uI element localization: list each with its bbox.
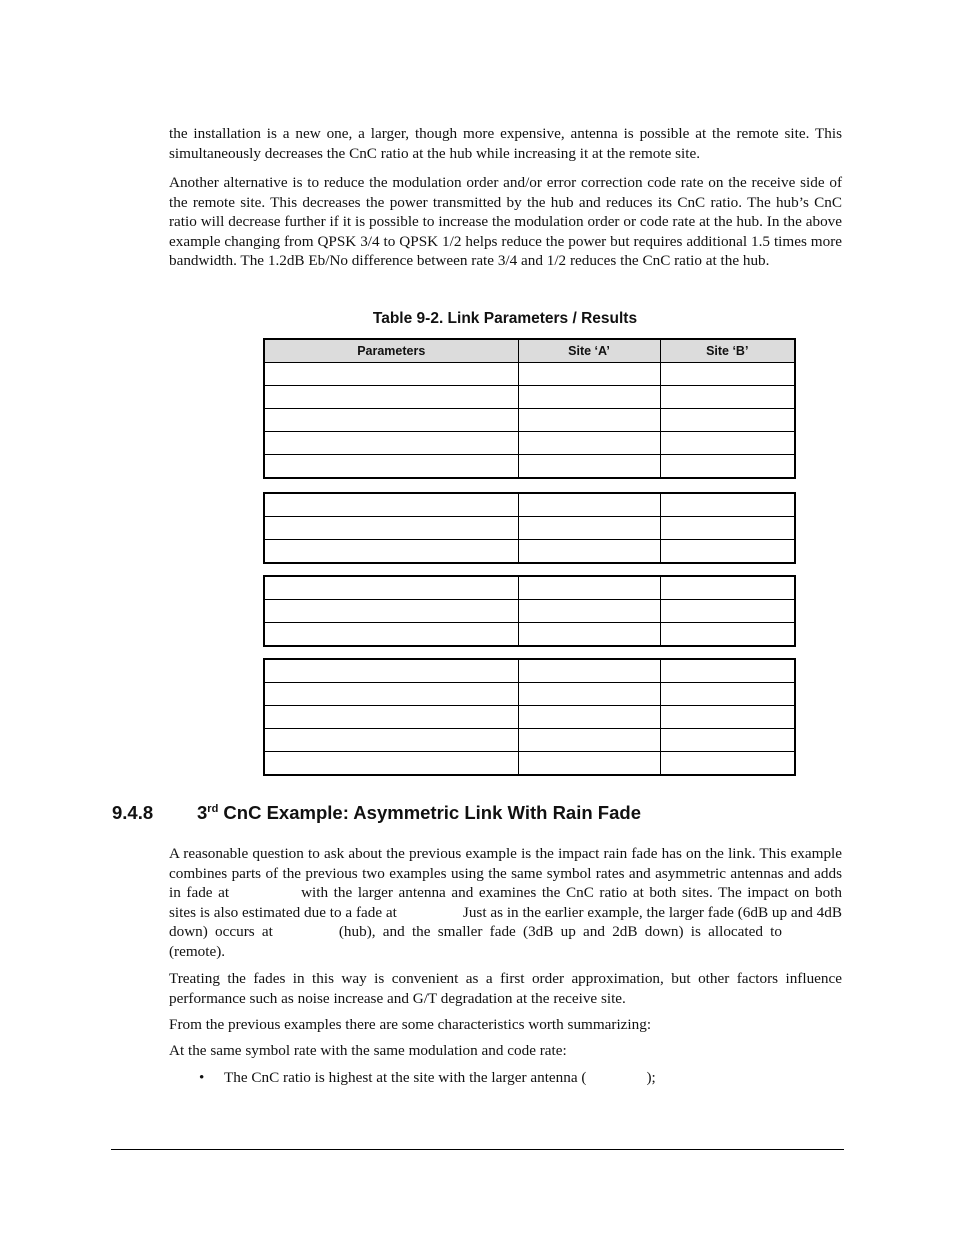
paragraph-summary-intro: From the previous examples there are some characteristics worth summarizing: — [169, 1016, 652, 1033]
link-parameters-table-group-3 — [263, 575, 796, 647]
table-row — [264, 752, 795, 776]
table-row — [264, 729, 795, 752]
header-site-b: Site ‘B’ — [660, 339, 795, 363]
table-row — [264, 659, 795, 683]
table-row — [264, 386, 795, 409]
footer-rule — [111, 1149, 844, 1150]
paragraph-alternative: Another alternative is to reduce the modulation order and/or error correction code rate on the receive side of the remote site. This decreases the power transmitted by the hub and reduces its CnC ratio. The hub’s CnC ratio will decrease further if it is possible to increase the modulation order or code rate at the hub. In the above example changing from QPSK 3/4 to QPSK 1/2 helps reduce the power but requires additional 1.5 times more bandwidth. The 1.2dB Eb/No difference between rate 3/4 and 1/2 reduces the CnC ratio at the hub. — [169, 174, 842, 270]
link-parameters-table-group-4 — [263, 658, 796, 776]
table-row — [264, 683, 795, 706]
table-row — [264, 409, 795, 432]
bullet-icon: • — [199, 1069, 205, 1086]
section-title: 3rd CnC Example: Asymmetric Link With Rain Fade — [197, 802, 641, 823]
link-parameters-table-group-2 — [263, 492, 796, 564]
paragraph-intro: the installation is a new one, a larger, though more expensive, antenna is possible at the remote site. This simultaneously decreases the CnC ratio at the hub while increasing it at the remote site. — [169, 125, 842, 162]
section-number: 9.4.8 — [112, 802, 154, 823]
table-row — [264, 493, 795, 517]
header-site-a: Site ‘A’ — [518, 339, 660, 363]
table-row — [264, 455, 795, 479]
table-row — [264, 517, 795, 540]
paragraph-fades: Treating the fades in this way is convenient as a first order approximation, but other factors influence performance such as noise increase and G/T degradation at the receive site. — [169, 970, 842, 1007]
table-row — [264, 706, 795, 729]
table-row — [264, 432, 795, 455]
paragraph-rain-fade: A reasonable question to ask about the previous example is the impact rain fade has on the link. This example combines parts of the previous two examples using the same symbol rates and asymmetric antennas and adds in fade at with the larger antenna and examines the CnC ratio at both sites. The impact on both sites is also estimated due to a fade at Just as in the earlier example, the larger fade (6dB up and 4dB down) occurs at (hub), and the smaller fade (3dB up and 2dB down) is allocated to(remote). — [169, 845, 842, 960]
table-row — [264, 363, 795, 386]
table-header-row — [264, 339, 795, 363]
table-caption: Table 9-2. Link Parameters / Results — [372, 310, 638, 327]
table-row — [264, 540, 795, 564]
header-parameters: Parameters — [264, 339, 518, 363]
paragraph-same-rate: At the same symbol rate with the same modulation and code rate: — [169, 1042, 567, 1059]
table-row — [264, 576, 795, 600]
link-parameters-table-group-1 — [263, 338, 796, 479]
table-row — [264, 623, 795, 647]
table-row — [264, 600, 795, 623]
bullet-text: The CnC ratio is highest at the site with the larger antenna ( ); — [224, 1069, 656, 1086]
